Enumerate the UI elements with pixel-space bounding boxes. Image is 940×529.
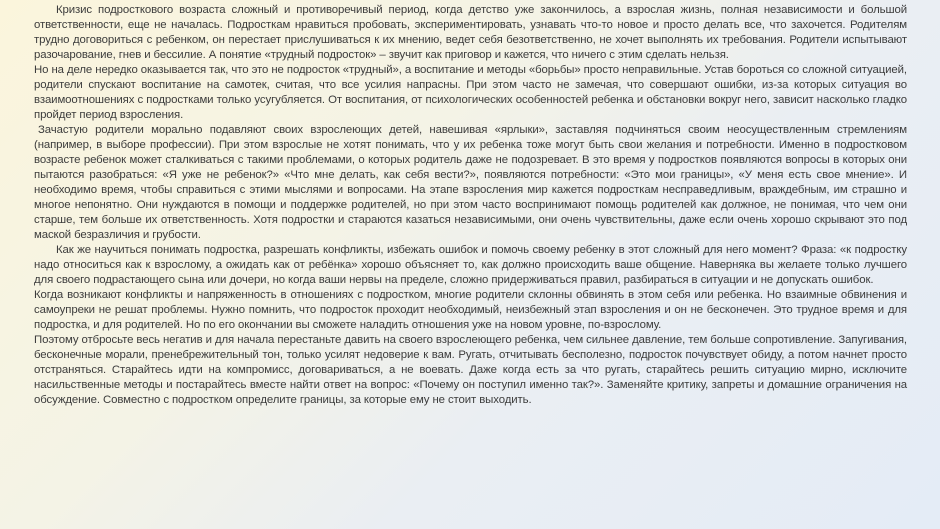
paragraph-parental-pressure: Зачастую родители морально подавляют своих взрослеющих детей, навешивая «ярлыки», заставляя подчиняться своим неосуществленным стремлениям (например, в выборе профессии). При этом взрослые не хотят понимать, что у их ребенка тоже могут быть свои желания и потребности. Именно в подростковом возрасте ребенок может сталкиваться с такими проблемами, о которых родитель даже не подозревает. В это время у подростков появляются вопросы в которых они пытаются разобраться: «Я уже не ребенок?» «Что мне делать, как себя вести?», появляются потребности: «Это мои границы», «У меня есть свое мнение». И необходимо время, чтобы справиться с этими мыслями и вопросами. На этапе взросления мир кажется подросткам несправедливым, враждебным, им страшно и многое непонятно. Они нуждаются в помощи и поддержке родителей, но при этом часто воспринимают помощь родителей как должное, не понимая, что чем они старше, тем больше их ответственность. Хотя подростки и стараются казаться независимыми, они очень чувствительны, даже если очень хорошо скрывают это под маской безразличия и грубости. [34, 124, 907, 241]
paragraph-conflicts: Когда возникают конфликты и напряженность в отношениях с подростком, многие родители склонны обвинять в этом себя или ребенка. Но взаимные обвинения и самоупреки не решат проблемы. Нужно помнить, что подросток проходит необходимый, неизбежный этап взросления и он не бесконечен. Это трудное время и для подростка, и для родителей. Но по его окончании вы сможете наладить отношения уже на новом уровне, по-взрослому. [34, 289, 907, 331]
article-text [34, 3, 907, 408]
paragraph-understanding: Как же научиться понимать подростка, разрешать конфликты, избежать ошибок и помочь своему ребенку в этот сложный для него момент? Фраза: «к подростку надо относиться как к взрослому, а ожидать как от ребёнка» хорошо объясняет то, как должно происходить ваше общение. Наверняка вы желаете только лучшего для своего подрастающего сына или дочери, но когда ваши нервы на пределе, сложно придерживаться правил, разбираться в ситуации и не допускать ошибок. [34, 244, 907, 286]
paragraph-advice: Поэтому отбросьте весь негатив и для начала перестаньте давить на своего взрослеющего ребенка, чем сильнее давление, тем больше сопротивление. Запугивания, бесконечные морали, пренебрежительный тон, только усилят недоверие к вам. Ругать, отчитывать бесполезно, подросток почувствует обиду, а потом начнет просто отстраняться. Старайтесь идти на компромисс, договариваться, а не воевать. Даже когда есть за что ругать, старайтесь решить ситуацию мирно, исключите насильственные методы и постарайтесь вместе найти ответ на вопрос: «Почему он поступил именно так?». Заменяйте критику, запреты и домашние ограничения на обсуждение. Совместно с подростком определите границы, за которые ему не стоит выходить. [34, 334, 907, 406]
paragraph-intro: Кризис подросткового возраста сложный и противоречивый период, когда детство уже закончилось, а взрослая жизнь, полная независимости и большой ответственности, еще не началась. Подросткам нравиться пробовать, экспериментировать, узнавать что-то новое и просто делать все, что захочется. Родителям трудно договориться с ребенком, он перестает прислушиваться к их мнению, ведет себя безответственно, не хочет выполнять их требования. Родители испытывают разочарование, гнев и бессилие. А понятие «трудный подросток» – звучит как приговор и кажется, что ничего с этим сделать нельзя. [34, 4, 907, 61]
paragraph-wrong-methods: Но на деле нередко оказывается так, что это не подросток «трудный», а воспитание и методы «борьбы» просто неправильные. Устав бороться со сложной ситуацией, родители спускают воспитание на самотек, считая, что все усилия напрасны. При этом часто не замечая, что совершают ошибки, из-за которых ситуация во взаимоотношениях с подростками только усугубляется. От воспитания, от психологических особенностей ребенка и обстановки вокруг него, зависит насколько гладко пройдет период взросления. [34, 64, 907, 121]
